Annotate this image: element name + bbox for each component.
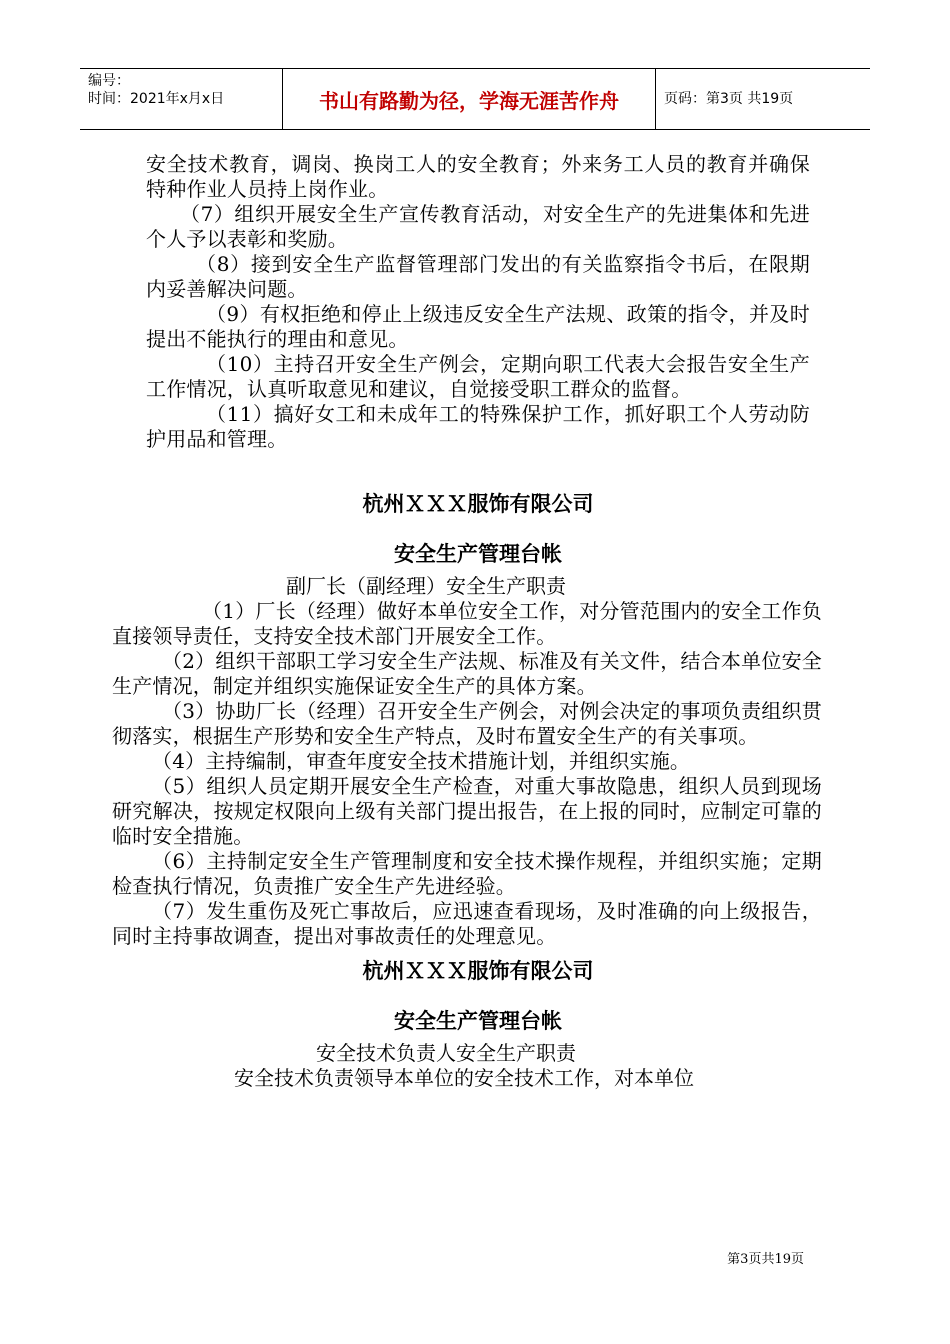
header-motto: 书山有路勤为径，学海无涯苦作舟 [283,69,656,129]
page-footer: 第3页共19页 [727,1252,804,1267]
paragraph: （3）协助厂长（经理）召开安全生产例会，对例会决定的事项负责组织贯彻落实，根据生产形势和安全生产特点，及时布置安全生产的有关事项。 [112,699,822,748]
paragraph: 安全技术负责领导本单位的安全技术工作，对本单位 [234,1066,694,1090]
company-heading: 杭州ＸＸＸ服饰有限公司 [362,492,594,516]
paragraph: （2）组织干部职工学习安全生产法规、标准及有关文件，结合本单位安全生产情况，制定并组织实施保证安全生产的具体方案。 [112,649,822,698]
paragraph: （1）厂长（经理）做好本单位安全工作，对分管范围内的安全工作负直接领导责任，支持安全技术部门开展安全工作。 [112,599,822,648]
page-header [80,68,870,130]
document-body [112,152,822,1091]
paragraph: （5）组织人员定期开展安全生产检查，对重大事故隐患，组织人员到现场研究解决，按规定权限向上级有关部门提出报告，在上报的同时，应制定可靠的临时安全措施。 [112,774,822,848]
paragraph: （7）发生重伤及死亡事故后，应迅速查看现场，及时准确的向上级报告，同时主持事故调查，提出对事故责任的处理意见。 [112,899,822,948]
header-meta-cell [80,69,283,129]
paragraph: （7）组织开展安全生产宣传教育活动，对安全生产的先进集体和先进个人予以表彰和奖励。 [146,202,810,251]
header-page-label: 页码：第3页 共19页 [664,91,794,107]
paragraph: （10）主持召开安全生产例会，定期向职工代表大会报告安全生产工作情况，认真听取意见和建议，自觉接受职工群众的监督。 [146,352,810,401]
document-code-label: 编号： [88,73,130,89]
section-subtitle: 副厂长（副经理）安全生产职责 [286,574,566,598]
company-heading: 杭州ＸＸＸ服饰有限公司 [362,959,594,983]
paragraph: （6）主持制定安全生产管理制度和安全技术操作规程，并组织实施；定期检查执行情况，负责推广安全生产先进经验。 [112,849,822,898]
paragraph: （4）主持编制，审查年度安全技术措施计划，并组织实施。 [152,749,691,773]
paragraph: （8）接到安全生产监督管理部门发出的有关监察指令书后，在限期内妥善解决问题。 [146,252,810,301]
paragraph: 安全技术教育，调岗、换岗工人的安全教育；外来务工人员的教育并确保特种作业人员持上岗作业。 [146,152,810,201]
ledger-title: 安全生产管理台帐 [394,1009,562,1033]
document-date-label: 时间：2021年x月x日 [88,91,225,107]
ledger-title: 安全生产管理台帐 [394,542,562,566]
paragraph: （9）有权拒绝和停止上级违反安全生产法规、政策的指令，并及时提出不能执行的理由和意见。 [146,302,810,351]
section-subtitle: 安全技术负责人安全生产职责 [316,1041,576,1065]
paragraph: （11）搞好女工和未成年工的特殊保护工作，抓好职工个人劳动防护用品和管理。 [146,402,810,451]
